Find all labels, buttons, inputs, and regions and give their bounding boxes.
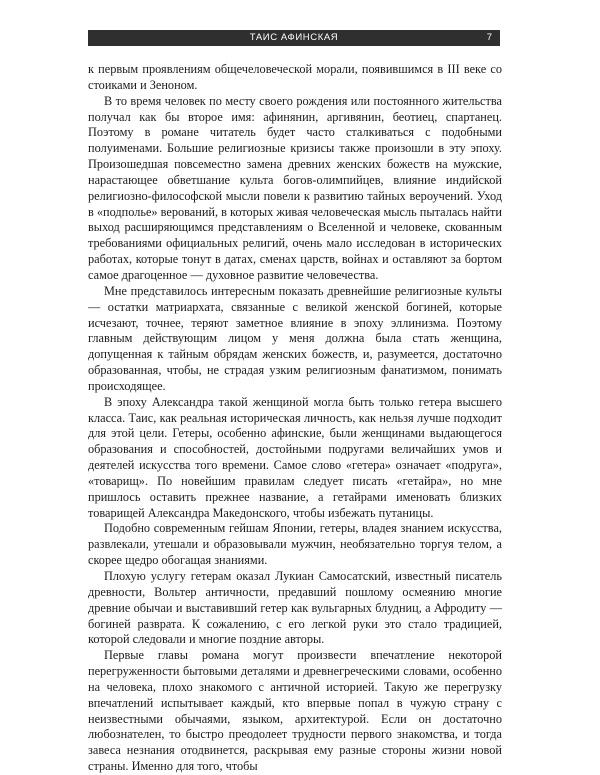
paragraph: Плохую услугу гетерам оказал Лукиан Самосатский, известный писатель древности, Вольтер античности, предавший пошлому осмеянию многие древние обычаи и выставивший гетер как вульгарных блудниц, а Афродиту — богиней разврата. К сожалению, с его легкой руки это стало традицией, которой следовали и многие поздние авторы. (88, 569, 502, 647)
paragraph: В то время человек по месту своего рождения или постоянного жительства получал как бы второе имя: афинянин, аргивянин, беотиец, спартанец. Поэтому в романе читатель будет часто сталкиваться с подобными полуименами. Большие религиозные кризисы также произошли в эту эпоху. Произошедшая повсеместно замена древних женских божеств на мужские, нарастающее обветшание культа богов-олимпийцев, влияние индийской религиозно-философской мысли повели к развитию тайных вероучений. Уход в «подполье» верований, в которых живая человеческая мысль пыталась найти выход расширяющимся представлениям о Вселенной и человеке, скованным требованиями официальных религий, очень мало исследован в исторических работах, которые тонут в датах, сменах царств, войнах и оставляют за бортом самое драгоценное — духовное развитие человечества. (88, 93, 503, 282)
body-text (88, 62, 502, 775)
paragraph: к первым проявлениям общечеловеческой морали, появившимся в III веке со стоиками и Зеноном. (88, 62, 502, 92)
page-number: 7 (486, 32, 492, 43)
paragraph: Мне представилось интересным показать древнейшие религиозные культы — остатки матриархата, связанные с великой женской богиней, которые исчезают, точнее, теряют заметное влияние в эпоху эллинизма. Поэтому главным действующим лицом у меня должна была стать женщина, допущенная к тайным обрядам женских божеств, и, разумеется, достаточно образованная, чтобы, не страдая узким религиозным фанатизмом, понимать происходящее. (88, 283, 502, 393)
header-title: ТАИС АФИНСКАЯ (249, 32, 339, 43)
paragraph: В эпоху Александра такой женщиной могла быть только гетера высшего класса. Таис, как реальная историческая личность, как нельзя лучше подходит для этой цели. Гетеры, особенно афинские, были женщинами выдающегося образования и способностей, достойными подругами величайших умов и деятелей искусства того времени. Самое слово «гетера» означает «подруга», «товарищ». По новейшим правилам следует писать «гетайра», но мне пришлось оставить прежнее название, а гетайрами именовать близких товарищей Александра Македонского, чтобы избежать путаницы. (88, 394, 502, 520)
paragraph: Подобно современным гейшам Японии, гетеры, владея знанием искусства, развлекали, утешали и образовывали мужчин, необязательно торгуя телом, а скорее щедро обогащая знаниями. (88, 521, 502, 568)
paragraph: Первые главы романа могут произвести впечатление некоторой перегруженности бытовыми деталями и древнегреческими словами, особенно на человека, плохо знакомого с античной историей. Такую же перегрузку впечатлений испытывает каждый, кто впервые попал в чужую страну с неизвестными обычаями, языком, архитектурой. Если он достаточно любознателен, то быстро преодолеет трудности первого знакомства, и тогда завеса незнания отодвинется, раскрывая ему разные стороны жизни новой страны. Именно для того, чтобы (88, 648, 502, 774)
running-header (88, 30, 500, 46)
